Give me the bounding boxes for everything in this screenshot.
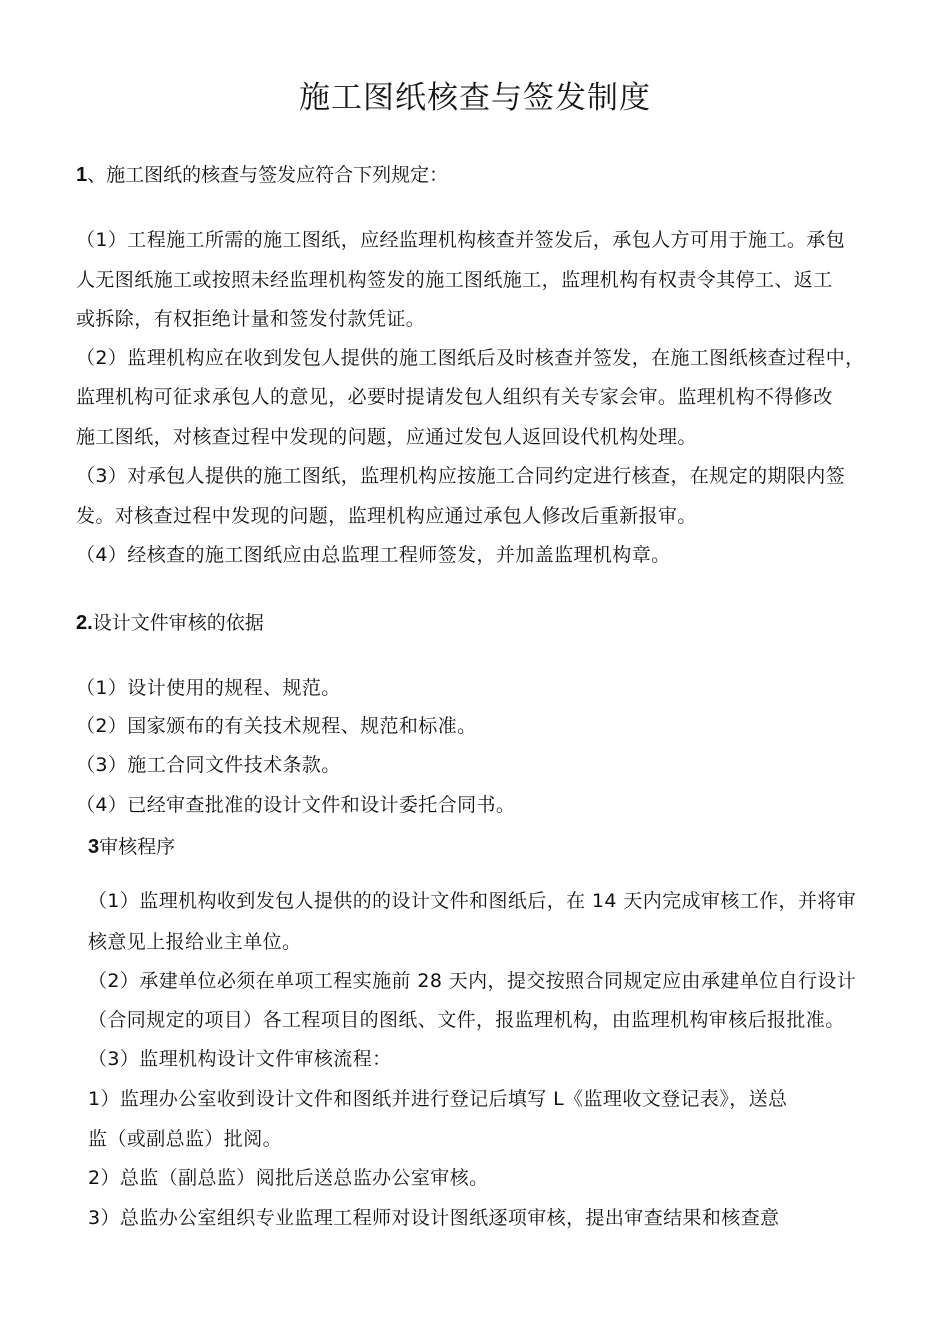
section-1-heading-text: 、施工图纸的核查与签发应符合下列规定： xyxy=(87,164,449,186)
paragraph-line: 监理机构可征求承包人的意见，必要时提请发包人组织有关专家会审。监理机构不得修改 xyxy=(76,386,833,408)
paragraph-line: 或拆除，有权拒绝计量和签发付款凭证。 xyxy=(76,308,426,330)
paragraph-line: （2）监理机构应在收到发包人提供的施工图纸后及时核查并签发，在施工图纸核查过程中， xyxy=(76,347,865,369)
paragraph-line: 核意见上报给业主单位。 xyxy=(88,931,302,953)
paragraph-line: 人无图纸施工或按照未经监理机构签发的施工图纸施工，监理机构有权责令其停工、返工 xyxy=(76,269,833,291)
paragraph-line: （1）工程施工所需的施工图纸，应经监理机构核查并签发后，承包人方可用于施工。承包 xyxy=(76,229,846,251)
paragraph-line: 施工图纸，对核查过程中发现的问题，应通过发包人返回设代机构处理。 xyxy=(76,426,697,448)
paragraph-line: （合同规定的项目）各工程项目的图纸、文件，报监理机构，由监理机构审核后报批准。 xyxy=(88,1009,845,1031)
paragraph-line: 2）总监（副总监）阅批后送总监办公室审核。 xyxy=(88,1167,489,1189)
paragraph-line: （1）设计使用的规程、规范。 xyxy=(76,677,341,699)
paragraph-line: 发。对核查过程中发现的问题，监理机构应通过承包人修改后重新报审。 xyxy=(76,505,697,527)
section-2-heading-text: 设计文件审核的依据 xyxy=(92,612,264,634)
section-1-number: 1 xyxy=(76,164,88,186)
section-2-heading xyxy=(76,608,264,635)
paragraph-line: 监（或副总监）批阅。 xyxy=(88,1128,283,1150)
paragraph-line: （4）经核查的施工图纸应由总监理工程师签发，并加盖监理机构章。 xyxy=(76,544,671,566)
section-3-heading-text: 审核程序 xyxy=(99,836,176,858)
section-3-number: 3 xyxy=(88,836,100,858)
paragraph-line: （3）监理机构设计文件审核流程： xyxy=(88,1048,392,1070)
paragraph-line: （3）施工合同文件技术条款。 xyxy=(76,754,341,776)
paragraph-line: 1）监理办公室收到设计文件和图纸并进行登记后填写 L《监理收文登记表》，送总 xyxy=(88,1088,788,1110)
paragraph-line: （3）对承包人提供的施工图纸，监理机构应按施工合同约定进行核查，在规定的期限内签 xyxy=(76,465,846,487)
section-3-heading xyxy=(88,832,175,859)
paragraph-line: （1）监理机构收到发包人提供的的设计文件和图纸后，在 14 天内完成审核工作，并将审 xyxy=(88,890,857,912)
paragraph-line: 3）总监办公室组织专业监理工程师对设计图纸逐项审核，提出审查结果和核查意 xyxy=(88,1207,780,1229)
section-1-heading xyxy=(76,160,448,187)
paragraph-line: （2）国家颁布的有关技术规程、规范和标准。 xyxy=(76,715,477,737)
section-2-number: 2. xyxy=(76,612,93,634)
paragraph-line: （4）已经审查批准的设计文件和设计委托合同书。 xyxy=(76,794,516,816)
document-title: 施工图纸核查与签发制度 xyxy=(299,80,651,116)
paragraph-line: （2）承建单位必须在单项工程实施前 28 天内，提交按照合同规定应由承建单位自行设计 xyxy=(88,970,857,992)
